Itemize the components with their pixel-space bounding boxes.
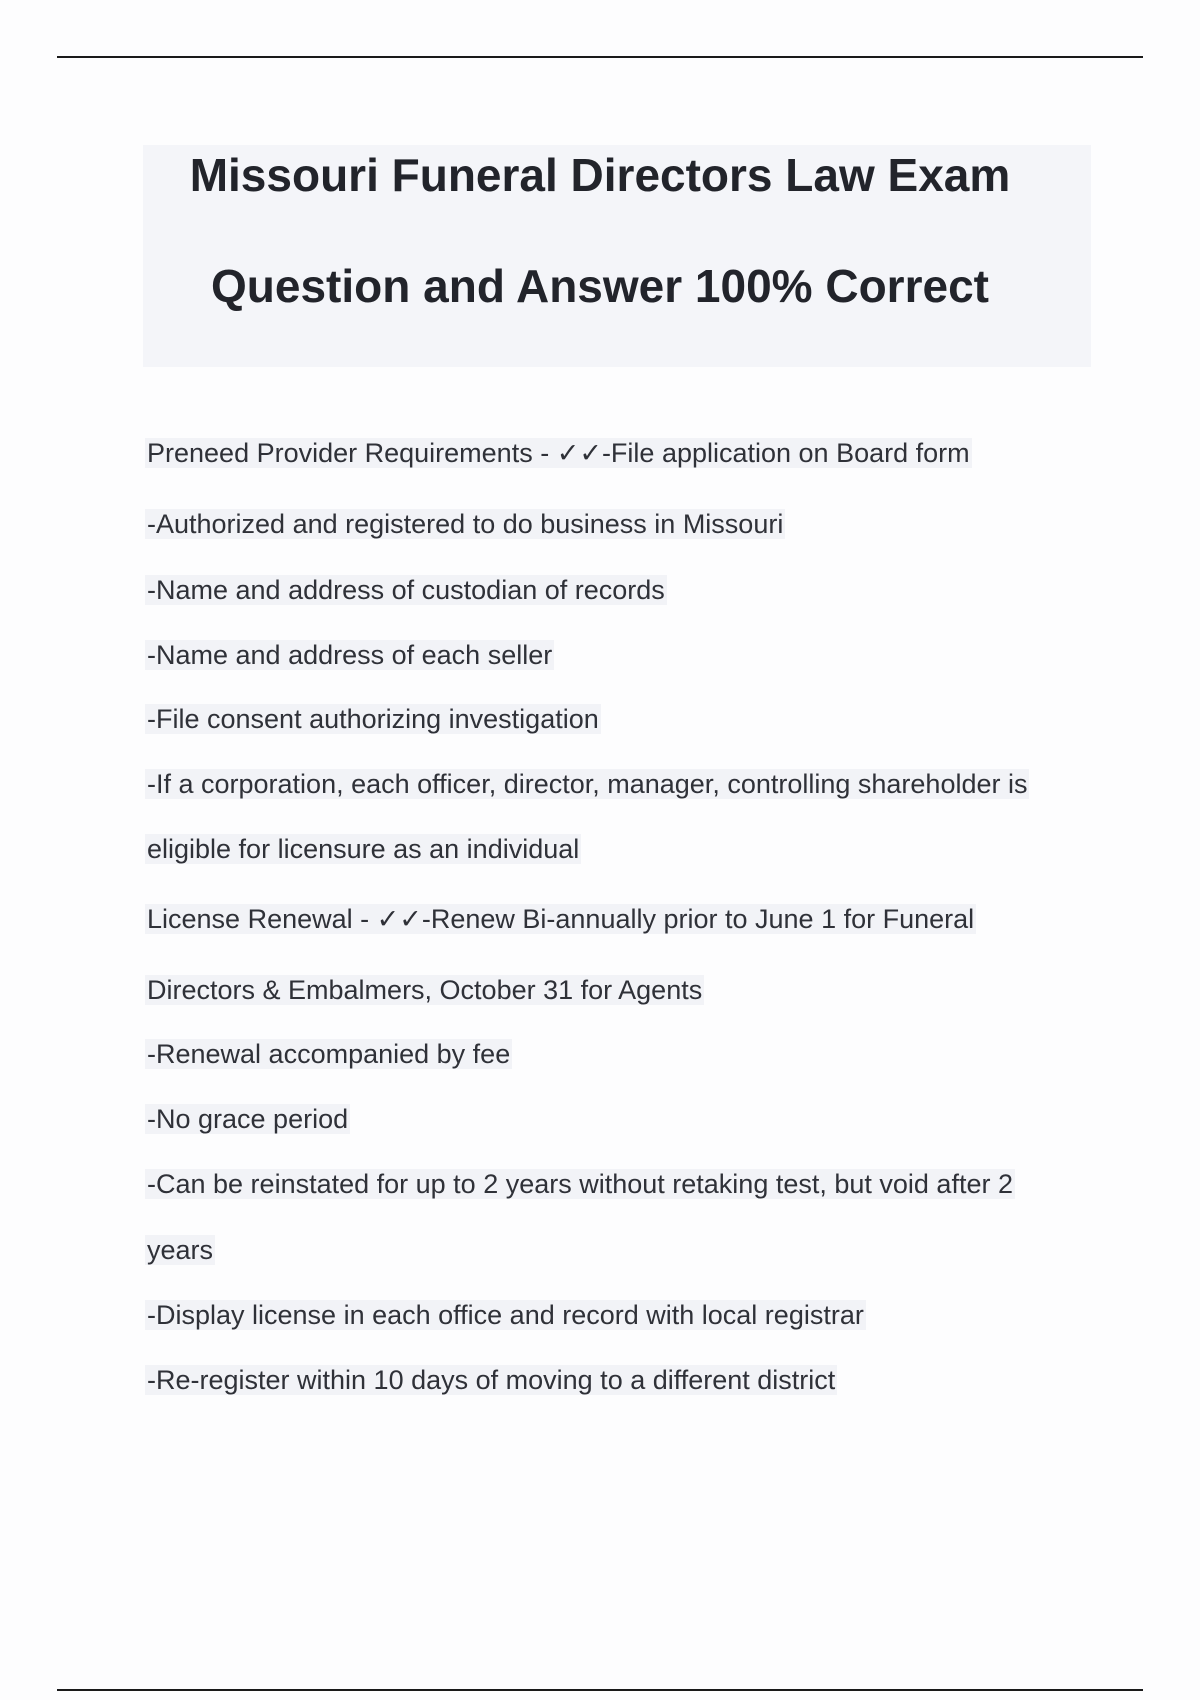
header-rule bbox=[57, 56, 1143, 58]
footer-rule bbox=[57, 1689, 1143, 1691]
qa-line: Preneed Provider Requirements - ✓✓-File application on Board form bbox=[147, 438, 970, 468]
qa-line: Directors & Embalmers, October 31 for Agents bbox=[147, 975, 703, 1005]
qa-line: -Renewal accompanied by fee bbox=[147, 1039, 511, 1069]
qa-line: years bbox=[147, 1235, 214, 1265]
document-title-line-2: Question and Answer 100% Correct bbox=[211, 260, 989, 312]
document-title-line-1: Missouri Funeral Directors Law Exam bbox=[189, 149, 1011, 201]
qa-line: eligible for licensure as an individual bbox=[147, 834, 580, 864]
qa-line: -If a corporation, each officer, director, manager, controlling shareholder is bbox=[147, 769, 1028, 799]
qa-line: -No grace period bbox=[147, 1104, 349, 1134]
qa-line: License Renewal - ✓✓-Renew Bi-annually prior to June 1 for Funeral bbox=[147, 904, 975, 934]
qa-line: -Authorized and registered to do business in Missouri bbox=[147, 509, 784, 539]
qa-line: -Name and address of each seller bbox=[147, 640, 553, 670]
qa-line: -File consent authorizing investigation bbox=[147, 704, 599, 734]
qa-line: -Name and address of custodian of records bbox=[147, 575, 665, 605]
qa-line: -Can be reinstated for up to 2 years without retaking test, but void after 2 bbox=[147, 1169, 1013, 1199]
qa-line: -Re-register within 10 days of moving to a different district bbox=[147, 1365, 836, 1395]
qa-line: -Display license in each office and record with local registrar bbox=[147, 1300, 864, 1330]
